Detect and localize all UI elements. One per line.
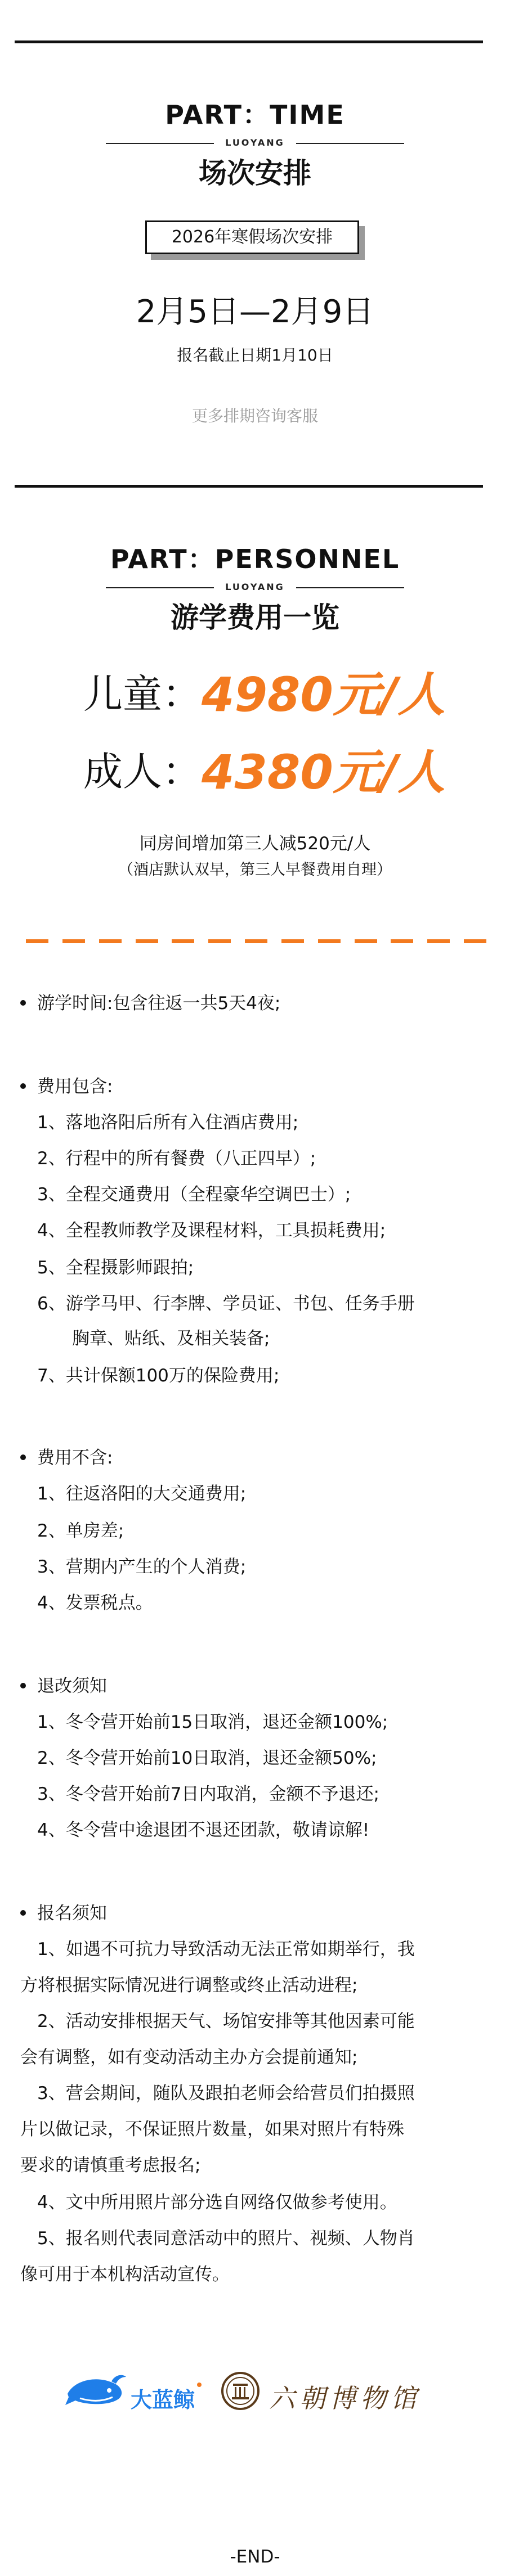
list-item: 2、行程中的所有餐费（八正四早）; bbox=[37, 1149, 316, 1169]
list-item: 3、营期内产生的个人消费; bbox=[37, 1557, 247, 1577]
whale-logo-icon bbox=[63, 2369, 131, 2414]
list-item: 2、单房差; bbox=[37, 1521, 124, 1541]
list-item: 3、冬令营开始前7日内取消，金额不予退还; bbox=[37, 1784, 379, 1804]
section-divider-top bbox=[15, 40, 483, 43]
section-personnel-subtitle-en: LUOYANG bbox=[225, 582, 285, 592]
dash-segment bbox=[281, 939, 304, 943]
price-child-label: 儿童： bbox=[83, 671, 202, 717]
third-person-discount: 同房间增加第三人减520元/人 bbox=[139, 834, 371, 854]
list-item: 3、全程交通费用（全程豪华空调巴士）; bbox=[37, 1185, 351, 1205]
section-time-title: PART：TIME bbox=[165, 100, 345, 130]
signup-line: 4、文中所用照片部分选自网络仅做参考使用。 bbox=[37, 2192, 397, 2213]
dash-segment bbox=[99, 939, 122, 943]
dash-segment bbox=[172, 939, 194, 943]
refund-title: 退改须知 bbox=[20, 1672, 107, 1697]
includes-title: 费用包含: bbox=[20, 1072, 113, 1097]
section-personnel-subtitle-cn: 游学费用一览 bbox=[171, 601, 339, 634]
signup-line: 5、报名则代表同意活动中的照片、视频、人物肖 bbox=[37, 2228, 415, 2249]
signup-line: 像可用于本机构活动宣传。 bbox=[20, 2264, 230, 2285]
signup-title: 报名须知 bbox=[20, 1899, 107, 1924]
list-item: 4、全程教师教学及课程材料，工具损耗费用; bbox=[37, 1221, 386, 1241]
end-marker: -END- bbox=[230, 2547, 280, 2567]
schedule-tag-label: 2026年寒假场次安排 bbox=[145, 220, 359, 254]
price-child bbox=[83, 657, 477, 722]
list-item-continued: 胸章、贴纸、及相关装备; bbox=[72, 1328, 270, 1349]
section-time-subtitle-en: LUOYANG bbox=[225, 137, 285, 148]
price-adult bbox=[83, 735, 477, 800]
bullet-icon bbox=[20, 1683, 26, 1688]
list-item: 4、发票税点。 bbox=[37, 1593, 153, 1613]
brand-dalanjing: 大蓝鲸 bbox=[131, 2388, 195, 2412]
signup-line: 方将根据实际情况进行调整或终止活动进程; bbox=[20, 1975, 358, 1996]
signup-line: 片以做记录，不保证照片数量，如果对照片有特殊 bbox=[20, 2119, 404, 2140]
list-item: 2、冬令营开始前10日取消，退还金额50%; bbox=[37, 1748, 377, 1768]
list-item: 5、全程摄影师跟拍; bbox=[37, 1258, 194, 1278]
dash-segment bbox=[464, 939, 486, 943]
dashed-divider bbox=[26, 939, 486, 944]
section-personnel-title: PART：PERSONNEL bbox=[110, 544, 400, 574]
signup-line: 要求的请慎重考虑报名; bbox=[20, 2155, 201, 2176]
dash-segment bbox=[245, 939, 267, 943]
signup-line: 1、如遇不可抗力导致活动无法正常如期举行，我 bbox=[37, 1939, 415, 1960]
dash-segment bbox=[208, 939, 231, 943]
museum-seal-icon bbox=[221, 2371, 260, 2411]
section-time-subtitle-cn: 场次安排 bbox=[199, 157, 311, 190]
duration-item: 游学时间:包含往返一共5天4夜; bbox=[20, 989, 280, 1014]
list-item: 7、共计保额100万的保险费用; bbox=[37, 1366, 280, 1386]
schedule-tag bbox=[145, 220, 365, 260]
dash-segment bbox=[355, 939, 377, 943]
dash-segment bbox=[62, 939, 85, 943]
signup-deadline: 报名截止日期1月10日 bbox=[177, 346, 333, 364]
brand-museum: 六朝博物馆 bbox=[269, 2383, 421, 2413]
signup-line: 2、活动安排根据天气、场馆安排等其他因素可能 bbox=[37, 2011, 415, 2032]
list-item: 6、游学马甲、行李牌、学员证、书包、任务手册 bbox=[37, 1294, 415, 1314]
excludes-title: 费用不含: bbox=[20, 1443, 113, 1469]
camp-dates: 2月5日—2月9日 bbox=[136, 294, 374, 330]
list-item: 1、往返洛阳的大交通费用; bbox=[37, 1484, 247, 1504]
section-divider-mid bbox=[15, 485, 483, 488]
signup-line: 会有调整，如有变动活动主办方会提前通知; bbox=[20, 2047, 358, 2068]
dash-segment bbox=[26, 939, 48, 943]
brand-dot bbox=[197, 2383, 202, 2387]
bullet-icon bbox=[20, 1910, 26, 1916]
dash-segment bbox=[427, 939, 450, 943]
bullet-icon bbox=[20, 1000, 26, 1006]
dash-segment bbox=[391, 939, 413, 943]
price-child-value: 4980元/人 bbox=[202, 667, 445, 722]
breakfast-note: （酒店默认双早，第三人早餐费用自理） bbox=[118, 861, 392, 879]
dash-segment bbox=[318, 939, 341, 943]
price-adult-label: 成人： bbox=[83, 749, 202, 795]
list-item: 1、落地洛阳后所有入住酒店费用; bbox=[37, 1113, 299, 1133]
dash-segment bbox=[136, 939, 158, 943]
list-item: 4、冬令营中途退团不退还团款，敬请谅解! bbox=[37, 1820, 370, 1840]
signup-line: 3、营会期间，随队及跟拍老师会给营员们拍摄照 bbox=[37, 2083, 415, 2104]
bullet-icon bbox=[20, 1454, 26, 1460]
list-item: 1、冬令营开始前15日取消，退还金额100%; bbox=[37, 1712, 388, 1732]
bullet-icon bbox=[20, 1083, 26, 1089]
price-adult-value: 4380元/人 bbox=[202, 745, 445, 800]
consult-link[interactable]: 更多排期咨询客服 bbox=[191, 407, 318, 425]
partner-logos bbox=[0, 2352, 510, 2420]
